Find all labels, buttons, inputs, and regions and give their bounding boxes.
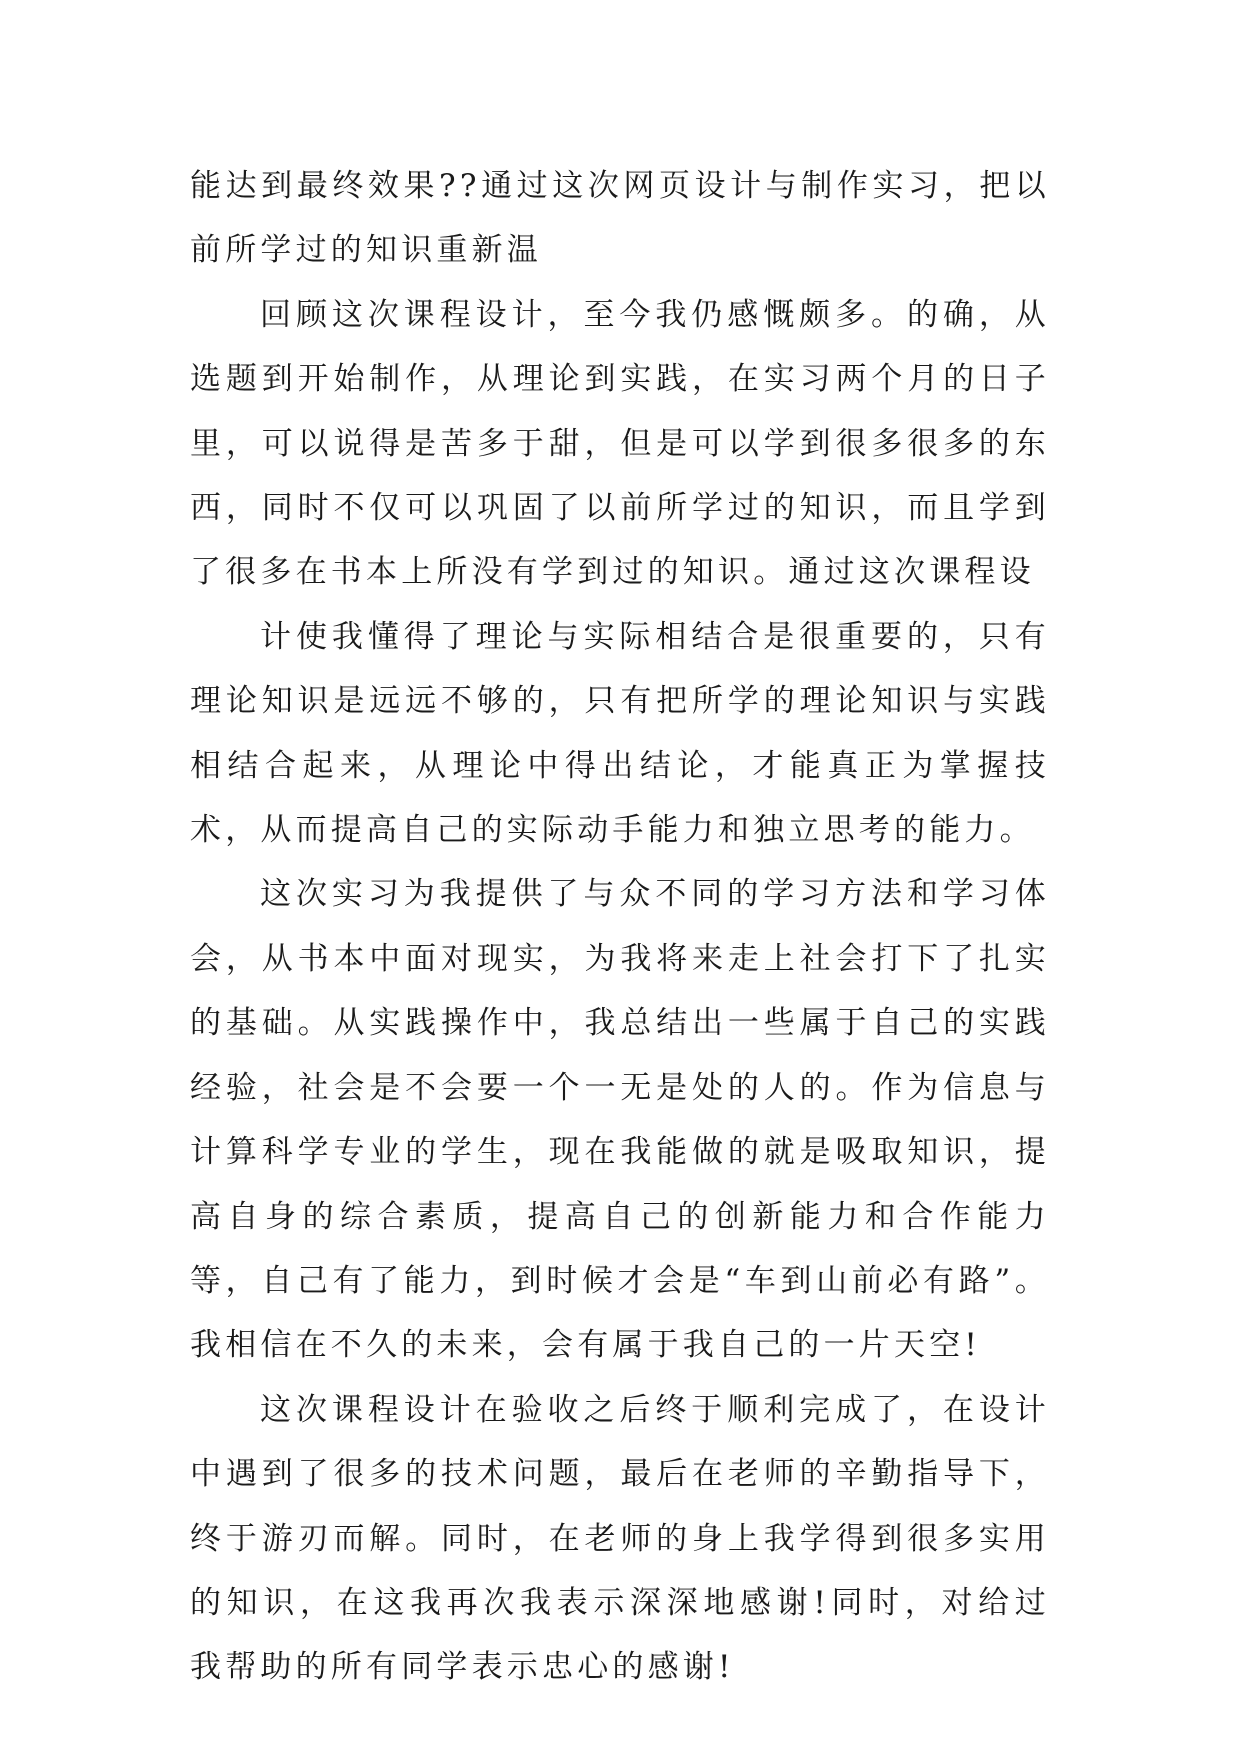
paragraph-5: 这次课程设计在验收之后终于顺利完成了，在设计中遇到了很多的技术问题，最后在老师的辛勤指导下，终于游刃而解。同时，在老师的身上我学得到很多实用的知识，在这我再次我表示深深地感谢!同时，对给过我帮助的所有同学表示忠心的感谢! [190, 1391, 1050, 1686]
paragraph-1: 能达到最终效果??通过这次网页设计与制作实习，把以前所学过的知识重新温 [190, 168, 1050, 269]
paragraph-4: 这次实习为我提供了与众不同的学习方法和学习体会，从书本中面对现实，为我将来走上社会打下了扎实的基础。从实践操作中，我总结出一些属于自己的实践经验，社会是不会要一个一无是处的人的。作为信息与计算科学专业的学生，现在我能做的就是吸取知识，提高自身的综合素质，提高自己的创新能力和合作能力等，自己有了能力，到时候才会是“车到山前必有路”。我相信在不久的未来，会有属于我自己的一片天空! [190, 876, 1050, 1364]
document-body [190, 154, 1050, 1700]
paragraph-2: 回顾这次课程设计，至今我仍感慨颇多。的确，从选题到开始制作，从理论到实践，在实习两个月的日子里，可以说得是苦多于甜，但是可以学到很多很多的东西，同时不仅可以巩固了以前所学过的知识，而且学到了很多在书本上所没有学到过的知识。通过这次课程设 [190, 296, 1050, 591]
paragraph-3: 计使我懂得了理论与实际相结合是很重要的，只有理论知识是远远不够的，只有把所学的理论知识与实践相结合起来，从理论中得出结论，才能真正为掌握技术，从而提高自己的实际动手能力和独立思考的能力。 [190, 618, 1050, 849]
